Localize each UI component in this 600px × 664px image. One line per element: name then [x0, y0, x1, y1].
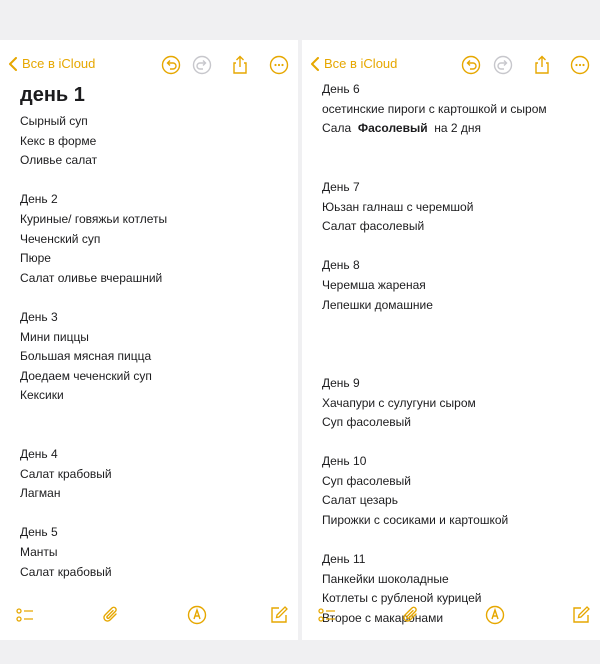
note-line: Хачапури с сулугуни сыром	[322, 395, 476, 410]
bottom-toolbar	[302, 604, 600, 628]
note-line	[322, 531, 594, 551]
salad-suffix: на 2 дня	[434, 121, 482, 136]
note-line: Куриные/ говяжьи котлеты	[20, 211, 168, 226]
markup-button[interactable]	[186, 604, 208, 626]
note-lines-left	[20, 112, 292, 582]
note-line: Второе с макаронами	[322, 611, 444, 626]
note-line: Пюре	[20, 251, 51, 266]
undo-icon	[161, 55, 181, 75]
note-line	[20, 288, 292, 308]
markup-button[interactable]	[484, 604, 506, 626]
note-pane-left	[0, 40, 298, 640]
note-line: Кекс в форме	[20, 133, 97, 148]
note-title: день 1	[20, 84, 85, 106]
note-line: День 9	[322, 375, 360, 390]
more-icon	[269, 55, 289, 75]
note-line: День 3	[20, 309, 58, 324]
top-toolbar	[302, 52, 600, 80]
more-button[interactable]	[268, 54, 290, 76]
note-line: День 8	[322, 258, 360, 273]
compose-button[interactable]	[570, 604, 592, 626]
note-line	[322, 237, 594, 257]
note-line: День 2	[20, 192, 58, 207]
note-line	[322, 433, 594, 453]
note-line	[322, 315, 594, 335]
note-line: День 5	[20, 525, 58, 540]
attach-button[interactable]	[400, 604, 422, 626]
note-line-salad	[322, 119, 594, 139]
compose-icon	[269, 605, 289, 625]
salad-bold: Фасолевый	[357, 121, 428, 136]
note-line: Лепешки домашние	[322, 297, 433, 312]
back-button[interactable]	[8, 56, 95, 71]
chevron-left-icon	[8, 57, 18, 71]
note-line: День 10	[322, 454, 367, 469]
undo-button[interactable]	[160, 54, 182, 76]
share-button[interactable]	[531, 54, 553, 76]
redo-button[interactable]	[191, 54, 213, 76]
share-icon	[230, 55, 250, 75]
note-line: Сырный суп	[20, 114, 88, 128]
redo-icon	[493, 55, 513, 75]
back-button[interactable]	[310, 56, 397, 71]
note-body-right[interactable]	[322, 80, 594, 629]
back-label: Все в iCloud	[22, 56, 96, 71]
note-lines-right	[322, 139, 594, 629]
checklist-button[interactable]	[14, 604, 36, 626]
more-icon	[570, 55, 590, 75]
note-line	[322, 158, 594, 178]
note-line: Котлеты с рубленой курицей	[322, 591, 482, 606]
attach-button[interactable]	[100, 604, 122, 626]
share-icon	[532, 55, 552, 75]
note-line: Панкейки шоколадные	[322, 571, 449, 586]
undo-button[interactable]	[460, 54, 482, 76]
note-line: Юьзан галнаш с черемшой	[322, 199, 474, 214]
note-line	[322, 354, 594, 374]
note-line	[20, 171, 292, 191]
checklist-button[interactable]	[316, 604, 338, 626]
markup-icon	[187, 605, 207, 625]
note-line: Пирожки с сосиками и картошкой	[322, 513, 509, 528]
note-line: День 11	[322, 552, 366, 567]
note-line	[20, 406, 292, 426]
note-line	[20, 504, 292, 524]
note-body-left[interactable]	[20, 82, 292, 582]
compose-icon	[571, 605, 591, 625]
note-line: День 4	[20, 447, 58, 462]
note-line	[20, 426, 292, 446]
note-line: День 6	[322, 82, 360, 96]
note-line	[322, 335, 594, 355]
note-line: Мини пиццы	[20, 329, 89, 344]
note-line: Доедаем чеченский суп	[20, 368, 152, 383]
compose-button[interactable]	[268, 604, 290, 626]
redo-icon	[192, 55, 212, 75]
undo-icon	[461, 55, 481, 75]
back-label: Все в iCloud	[324, 56, 398, 71]
note-line: Суп фасолевый	[322, 473, 411, 488]
note-pane-right	[302, 40, 600, 640]
note-line: Чеченский суп	[20, 231, 101, 246]
checklist-icon	[15, 605, 35, 625]
salad-prefix: Сала	[322, 121, 352, 136]
note-line: Лагман	[20, 486, 61, 501]
bottom-toolbar	[0, 604, 298, 628]
more-button[interactable]	[569, 54, 591, 76]
note-line: Салат крабовый	[20, 564, 112, 579]
note-line	[322, 139, 594, 159]
note-line: осетинские пироги с картошкой и сыром	[322, 101, 547, 116]
note-line: Большая мясная пицца	[20, 349, 152, 364]
note-line: Оливье салат	[20, 153, 98, 168]
note-line: Салат цезарь	[322, 493, 398, 508]
note-line: Кексики	[20, 388, 64, 403]
note-line: День 7	[322, 179, 360, 194]
paperclip-icon	[101, 605, 121, 625]
note-line: Салат крабовый	[20, 466, 112, 481]
redo-button[interactable]	[492, 54, 514, 76]
note-line: Салат оливье вчерашний	[20, 270, 163, 285]
share-button[interactable]	[229, 54, 251, 76]
note-line: Черемша жареная	[322, 277, 426, 292]
chevron-left-icon	[310, 57, 320, 71]
note-line: Суп фасолевый	[322, 415, 411, 430]
note-line: Манты	[20, 545, 58, 560]
note-line: Салат фасолевый	[322, 219, 425, 234]
checklist-icon	[317, 605, 337, 625]
markup-icon	[485, 605, 505, 625]
top-toolbar	[0, 52, 298, 80]
paperclip-icon	[401, 605, 421, 625]
